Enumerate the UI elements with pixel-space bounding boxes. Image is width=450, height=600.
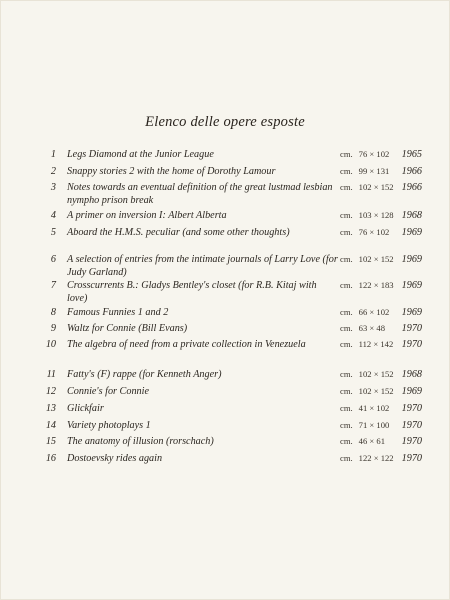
work-title: Waltz for Connie (Bill Evans) (67, 323, 188, 334)
dimension-value: 102 × 152 (358, 386, 394, 396)
dimension-unit: cm. (340, 227, 353, 237)
work-number: 3 (50, 182, 56, 193)
work-title: Notes towards an eventual definition of the great lustmad lesbian nympho prison break (67, 182, 333, 206)
dimension-value: 76 × 102 (358, 149, 390, 159)
work-number: 10 (45, 339, 56, 350)
work-title: Connie's for Connie (67, 386, 149, 397)
work-title: Fatty's (F) rappe (for Kenneth Anger) (67, 369, 222, 380)
work-title: Variety photoplays 1 (67, 420, 151, 431)
work-number: 8 (50, 307, 56, 318)
dimension-unit: cm. (340, 182, 353, 192)
dimension-unit: cm. (340, 149, 353, 159)
work-year: 1966 (401, 166, 422, 177)
dimension-unit: cm. (340, 386, 353, 396)
dimension-value: 71 × 100 (358, 420, 390, 430)
dimension-unit: cm. (340, 254, 353, 264)
work-year: 1970 (401, 436, 422, 447)
dimension-value: 99 × 131 (358, 166, 390, 176)
work-year: 1969 (401, 254, 422, 265)
dimension-unit: cm. (340, 369, 353, 379)
work-year: 1969 (401, 280, 422, 291)
dimension-unit: cm. (340, 323, 353, 333)
dimension-unit: cm. (340, 339, 353, 349)
work-year: 1970 (401, 453, 422, 464)
work-title: Crosscurrents B.: Gladys Bentley's closet (for R.B. Kitaj with love) (67, 280, 317, 304)
work-number: 15 (45, 436, 56, 447)
page-title: Elenco delle opere esposte (145, 114, 305, 130)
dimension-value: 122 × 122 (358, 453, 394, 463)
work-number: 5 (50, 227, 56, 238)
work-year: 1969 (401, 386, 422, 397)
work-number: 16 (45, 453, 56, 464)
work-title: Famous Funnies 1 and 2 (67, 307, 169, 318)
work-year: 1966 (401, 182, 422, 193)
work-number: 2 (50, 166, 56, 177)
work-year: 1965 (401, 149, 422, 160)
work-number: 1 (50, 149, 56, 160)
dimension-value: 46 × 61 (358, 436, 385, 446)
work-number: 4 (50, 210, 56, 221)
dimension-value: 122 × 183 (358, 280, 394, 290)
dimension-unit: cm. (340, 436, 353, 446)
work-year: 1968 (401, 369, 422, 380)
dimension-value: 102 × 152 (358, 182, 394, 192)
dimension-unit: cm. (340, 210, 353, 220)
work-year: 1970 (401, 323, 422, 334)
dimension-unit: cm. (340, 420, 353, 430)
work-number: 6 (50, 254, 56, 265)
dimension-unit: cm. (340, 166, 353, 176)
work-year: 1968 (401, 210, 422, 221)
work-title: A selection of entries from the intimate journals of Larry Love (for Judy Garland) (67, 254, 338, 278)
work-title: Aboard the H.M.S. peculiar (and some other thoughts) (67, 227, 290, 238)
dimension-value: 102 × 152 (358, 369, 394, 379)
work-number: 11 (46, 369, 56, 380)
work-title: Snappy stories 2 with the home of Dorothy Lamour (67, 166, 276, 177)
work-title: The anatomy of illusion (rorschach) (67, 436, 214, 447)
dimension-value: 66 × 102 (358, 307, 390, 317)
work-year: 1970 (401, 420, 422, 431)
dimension-unit: cm. (340, 403, 353, 413)
work-number: 7 (50, 280, 56, 291)
work-number: 14 (45, 420, 56, 431)
work-title: The algebra of need from a private collection in Venezuela (67, 339, 306, 350)
dimension-value: 102 × 152 (358, 254, 394, 264)
work-year: 1969 (401, 227, 422, 238)
dimension-unit: cm. (340, 280, 353, 290)
work-number: 9 (50, 323, 56, 334)
dimension-value: 112 × 142 (358, 339, 394, 349)
dimension-unit: cm. (340, 307, 353, 317)
dimension-value: 103 × 128 (358, 210, 394, 220)
dimension-value: 41 × 102 (358, 403, 390, 413)
work-title: Dostoevsky rides again (67, 453, 163, 464)
work-year: 1970 (401, 403, 422, 414)
dimension-unit: cm. (340, 453, 353, 463)
work-year: 1969 (401, 307, 422, 318)
work-title: Legs Diamond at the Junior League (67, 149, 214, 160)
work-title: Glickfair (67, 403, 104, 414)
work-title: A primer on inversion I: Albert Alberta (67, 210, 227, 221)
work-number: 12 (45, 386, 56, 397)
dimension-value: 63 × 48 (358, 323, 385, 333)
dimension-value: 76 × 102 (358, 227, 390, 237)
work-year: 1970 (401, 339, 422, 350)
work-number: 13 (45, 403, 56, 414)
